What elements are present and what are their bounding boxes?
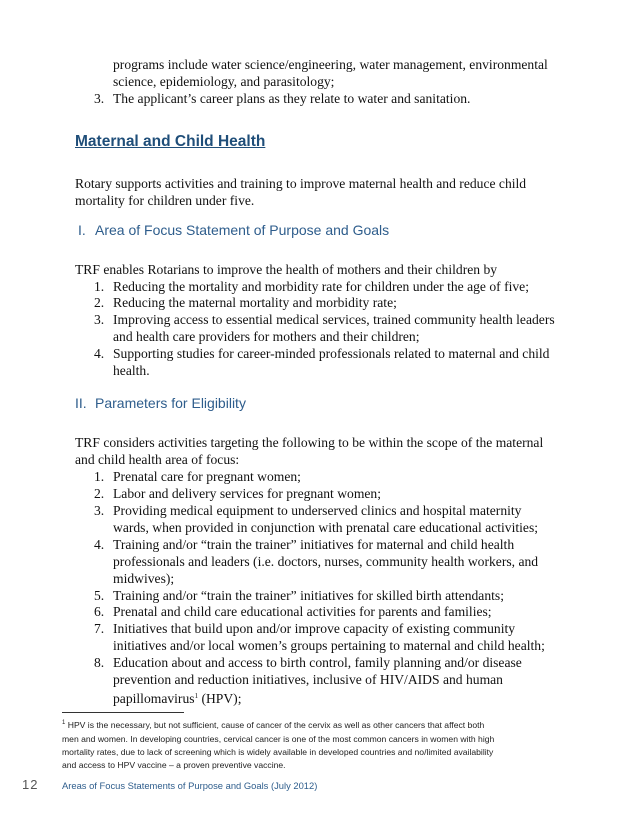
list-number: 3. [94,503,105,518]
list-item: Reducing the mortality and morbidity rate for children under the age of five; [113,279,529,294]
list-number: 4. [94,537,105,552]
subheading-eligibility: Parameters for Eligibility [95,395,246,411]
list-item: Education about and access to birth control, family planning and/or disease [113,655,522,670]
footnote-separator [62,712,184,713]
list-number: 3. [94,91,105,106]
footnote-text: HPV is the necessary, but not sufficient, cause of cancer of the cervix as well as other cancers that affect both [65,720,485,730]
footnote-line [62,720,484,730]
paragraph: TRF considers activities targeting the following to be within the scope of the maternal [75,435,544,450]
list-item: midwives); [113,571,175,586]
list-number: 7. [94,621,105,636]
intro-text: mortality for children under five. [75,193,255,208]
list-item: prevention and reduction initiatives, inclusive of HIV/AIDS and human [113,672,503,687]
list-number: 3. [94,312,105,327]
list-item: wards, when provided in conjunction with prenatal care educational activities; [113,520,539,535]
subheading-purpose-goals: Area of Focus Statement of Purpose and Goals [95,222,390,238]
list-item: Training and/or “train the trainer” initiatives for skilled birth attendants; [113,588,504,603]
footnote-line: men and women. In developing countries, cervical cancer is one of the most common cancers in women with high [62,734,495,744]
list-item: Initiatives that build upon and/or improve capacity of existing community [113,621,516,636]
list-item: and health care providers for mothers and their children; [113,329,420,344]
footnote-reference[interactable]: 1 [194,692,199,700]
footer-title: Areas of Focus Statements of Purpose and Goals (July 2012) [62,780,318,791]
section-title: Maternal and Child Health [75,133,266,150]
list-item: The applicant’s career plans as they relate to water and sanitation. [113,91,471,106]
list-continuation: programs include water science/engineering, water management, environmental [113,57,548,72]
list-item: Reducing the maternal mortality and morbidity rate; [113,295,397,310]
subheading-numeral: II. [75,395,87,411]
list-item: Prenatal care for pregnant women; [113,469,301,484]
list-item: Prenatal and child care educational activities for parents and families; [113,604,492,619]
list-item: Improving access to essential medical services, trained community health leaders [113,312,555,327]
list-item-text: papillomavirus [113,691,195,706]
list-number: 1. [94,279,105,294]
footnote-line: mortality rates, due to lack of screening which is widely available in developed countries and no/limited availability [62,747,494,757]
list-number: 2. [94,295,105,310]
list-number: 6. [94,604,105,619]
list-item: initiatives and/or local women’s groups pertaining to maternal and child health; [113,638,545,653]
list-item: Providing medical equipment to underserved clinics and hospital maternity [113,503,522,518]
list-number: 5. [94,588,105,603]
list-item: professionals and leaders (i.e. doctors, nurses, community health workers, and [113,554,539,569]
list-continuation: science, epidemiology, and parasitology; [113,74,335,89]
list-item: health. [113,363,150,378]
paragraph: TRF enables Rotarians to improve the health of mothers and their children by [75,262,498,277]
list-number: 8. [94,655,105,670]
list-number: 4. [94,346,105,361]
list-item-last-line [113,688,242,707]
intro-text: Rotary supports activities and training to improve maternal health and reduce child [75,176,527,191]
page-number: 12 [22,777,39,792]
list-item-text: (HPV); [198,691,242,706]
paragraph: and child health area of focus: [75,452,240,467]
subheading-numeral: I. [78,222,86,238]
list-item: Training and/or “train the trainer” initiatives for maternal and child health [113,537,515,552]
list-item: Labor and delivery services for pregnant women; [113,486,381,501]
list-number: 1. [94,469,105,484]
footnote-line: and access to HPV vaccine – a proven preventive vaccine. [62,760,286,770]
list-number: 2. [94,486,105,501]
list-item: Supporting studies for career-minded professionals related to maternal and child [113,346,550,361]
footnote-mark: 1 [62,720,66,726]
